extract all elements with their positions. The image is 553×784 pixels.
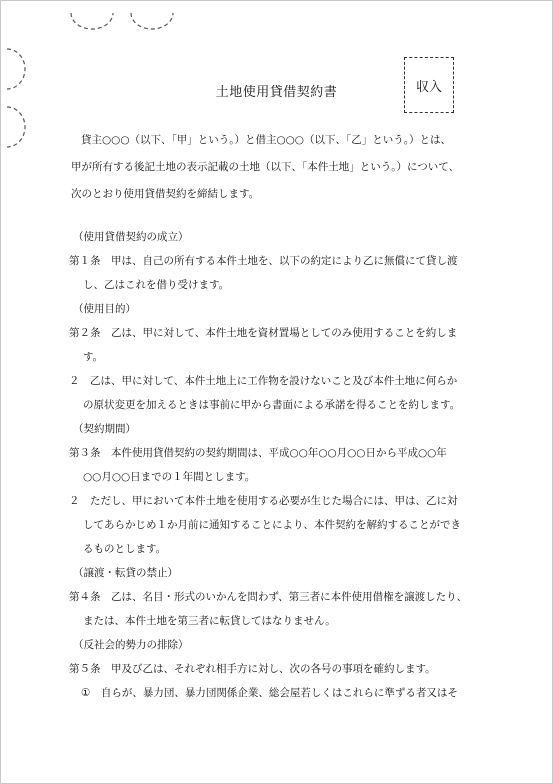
article-line: 第４条 乙は、名目・形式のいかんを問わず、第三者に本件使用借権を譲渡したり、 bbox=[69, 591, 468, 603]
numbered-item: ① 自らが、暴力団、暴力団関係企業、総会屋若しくはこれらに準ずる者又はそ bbox=[81, 687, 458, 699]
punch-hole-mark-left-lower bbox=[3, 103, 29, 151]
intro-line: 貸主○○○（以下、「甲」という。）と借主○○○（以下、「乙」という。）とは、 bbox=[81, 134, 451, 146]
document-title: 土地使用貸借契約書 bbox=[215, 85, 338, 100]
section-heading: （使用貸借契約の成立） bbox=[73, 231, 189, 243]
revenue-stamp-label: 収入 bbox=[415, 80, 442, 95]
section-heading: （反社会的勢力の排除） bbox=[73, 639, 189, 651]
article-line: の原状変更を加えるときは事前に甲から書面による承諾を得ることを約します。 bbox=[83, 399, 461, 411]
article-line: す。 bbox=[83, 351, 104, 363]
article-line: してあらかじめ１か月前に通知することにより、本件契約を解約することができ bbox=[83, 519, 461, 531]
article-line: または、本件土地を第三者に転貸してはなりません。 bbox=[83, 615, 336, 627]
intro-paragraph bbox=[71, 127, 491, 208]
article-line: 第５条 甲及び乙は、それぞれ相手方に対し、次の各号の事項を確約します。 bbox=[69, 663, 436, 675]
punch-hole-mark-top-left bbox=[67, 9, 117, 31]
article-line: 第１条 甲は、自己の所有する本件土地を、以下の約定により乙に無償にて貸し渡 bbox=[69, 255, 458, 267]
article-paragraph bbox=[69, 657, 489, 681]
article-line: 第２条 乙は、甲に対して、本件土地を資材置場としてのみ使用することを約しま bbox=[69, 327, 458, 339]
article-paragraph bbox=[69, 585, 489, 633]
contract-body bbox=[69, 225, 489, 705]
intro-line: 甲が所有する後記土地の表示記載の土地（以下、「本件土地」という。）について、 bbox=[71, 161, 460, 173]
section-heading: （使用目的） bbox=[73, 303, 136, 315]
article-paragraph bbox=[69, 321, 489, 369]
article-line: ２ 乙は、甲に対して、本件土地上に工作物を設けないこと及び本件土地に何らか bbox=[69, 375, 458, 387]
article-line: るものとします。 bbox=[83, 543, 167, 555]
section-heading: （契約期間） bbox=[73, 423, 136, 435]
article-line: ○○月○○日までの１年間とします。 bbox=[83, 471, 256, 483]
article-paragraph bbox=[69, 489, 489, 561]
article-paragraph bbox=[69, 441, 489, 489]
article-line: 第３条 本件使用貸借契約の契約期間は、平成○○年○○月○○日から平成○○年 bbox=[69, 447, 447, 459]
article-line: し、乙はこれを借り受けます。 bbox=[83, 279, 230, 291]
article-paragraph bbox=[69, 249, 489, 297]
punch-hole-mark-top-right bbox=[127, 9, 177, 31]
article-line: ２ ただし、甲において本件土地を使用する必要が生じた場合には、甲は、乙に対 bbox=[69, 495, 458, 507]
section-heading: （譲渡・転貸の禁止） bbox=[73, 567, 178, 579]
intro-line: 次のとおり使用貸借契約を締結します。 bbox=[71, 188, 260, 200]
article-paragraph bbox=[69, 369, 489, 417]
